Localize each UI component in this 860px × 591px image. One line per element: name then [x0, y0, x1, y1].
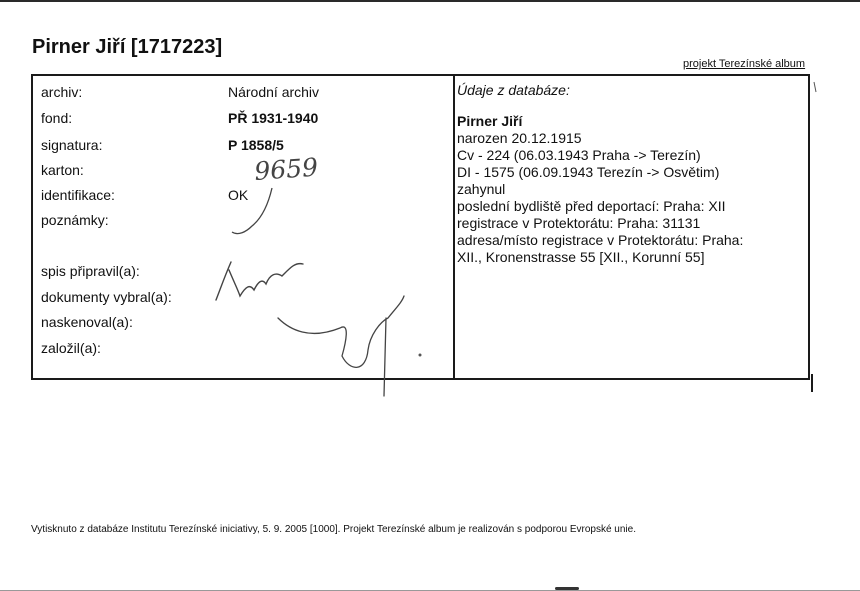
database-line: Cv - 224 (06.03.1943 Praha -> Terezín) [457, 147, 701, 163]
record-title: Pirner Jiří [1717223] [32, 36, 223, 58]
field-value-signatura: P 1858/5 [228, 137, 284, 153]
scan-edge-top [0, 0, 860, 2]
database-section [457, 82, 807, 266]
field-label-archiv: archiv: [41, 84, 83, 100]
database-line: narozen 20.12.1915 [457, 130, 582, 146]
database-line: XII., Kronenstrasse 55 [XII., Korunní 55] [457, 249, 705, 265]
handwritten-karton-number: 9659 [253, 152, 319, 186]
database-line: adresa/místo registrace v Protektorátu: Praha: [457, 232, 744, 248]
field-label-zalozil: založil(a): [41, 340, 101, 356]
database-line: zahynul [457, 181, 506, 197]
footer-note: Vytisknuto z databáze Institutu Terezínské iniciativy, 5. 9. 2005 [1000]. Projekt Terezínské album je realizován s podporou Evropské unie. [31, 524, 636, 535]
field-value-archiv: Národní archiv [228, 84, 320, 100]
column-divider [453, 76, 455, 378]
project-label: projekt Terezínské album [683, 58, 806, 70]
database-heading: Údaje z databáze: [457, 82, 570, 98]
card-edge-mark [811, 374, 813, 392]
field-label-naskenoval: naskenoval(a): [41, 314, 133, 330]
field-label-fond: fond: [41, 110, 73, 126]
field-label-dokumenty: dokumenty vybral(a): [41, 289, 172, 305]
ink-mark [814, 82, 816, 92]
field-value-fond: PŘ 1931-1940 [228, 110, 319, 126]
database-line: poslední bydliště před deportací: Praha: XII [457, 198, 726, 214]
field-label-signatura: signatura: [41, 137, 103, 153]
field-label-spis: spis připravil(a): [41, 263, 140, 279]
record-card [31, 74, 810, 380]
database-person-name: Pirner Jiří [457, 113, 523, 129]
field-value-identifikace: OK [228, 187, 249, 203]
field-label-poznamky: poznámky: [41, 212, 109, 228]
field-label-karton: karton: [41, 162, 84, 178]
database-line: registrace v Protektorátu: Praha: 31131 [457, 215, 701, 231]
database-line: DI - 1575 (06.09.1943 Terezín -> Osvětim) [457, 164, 720, 180]
field-label-identifikace: identifikace: [41, 187, 115, 203]
